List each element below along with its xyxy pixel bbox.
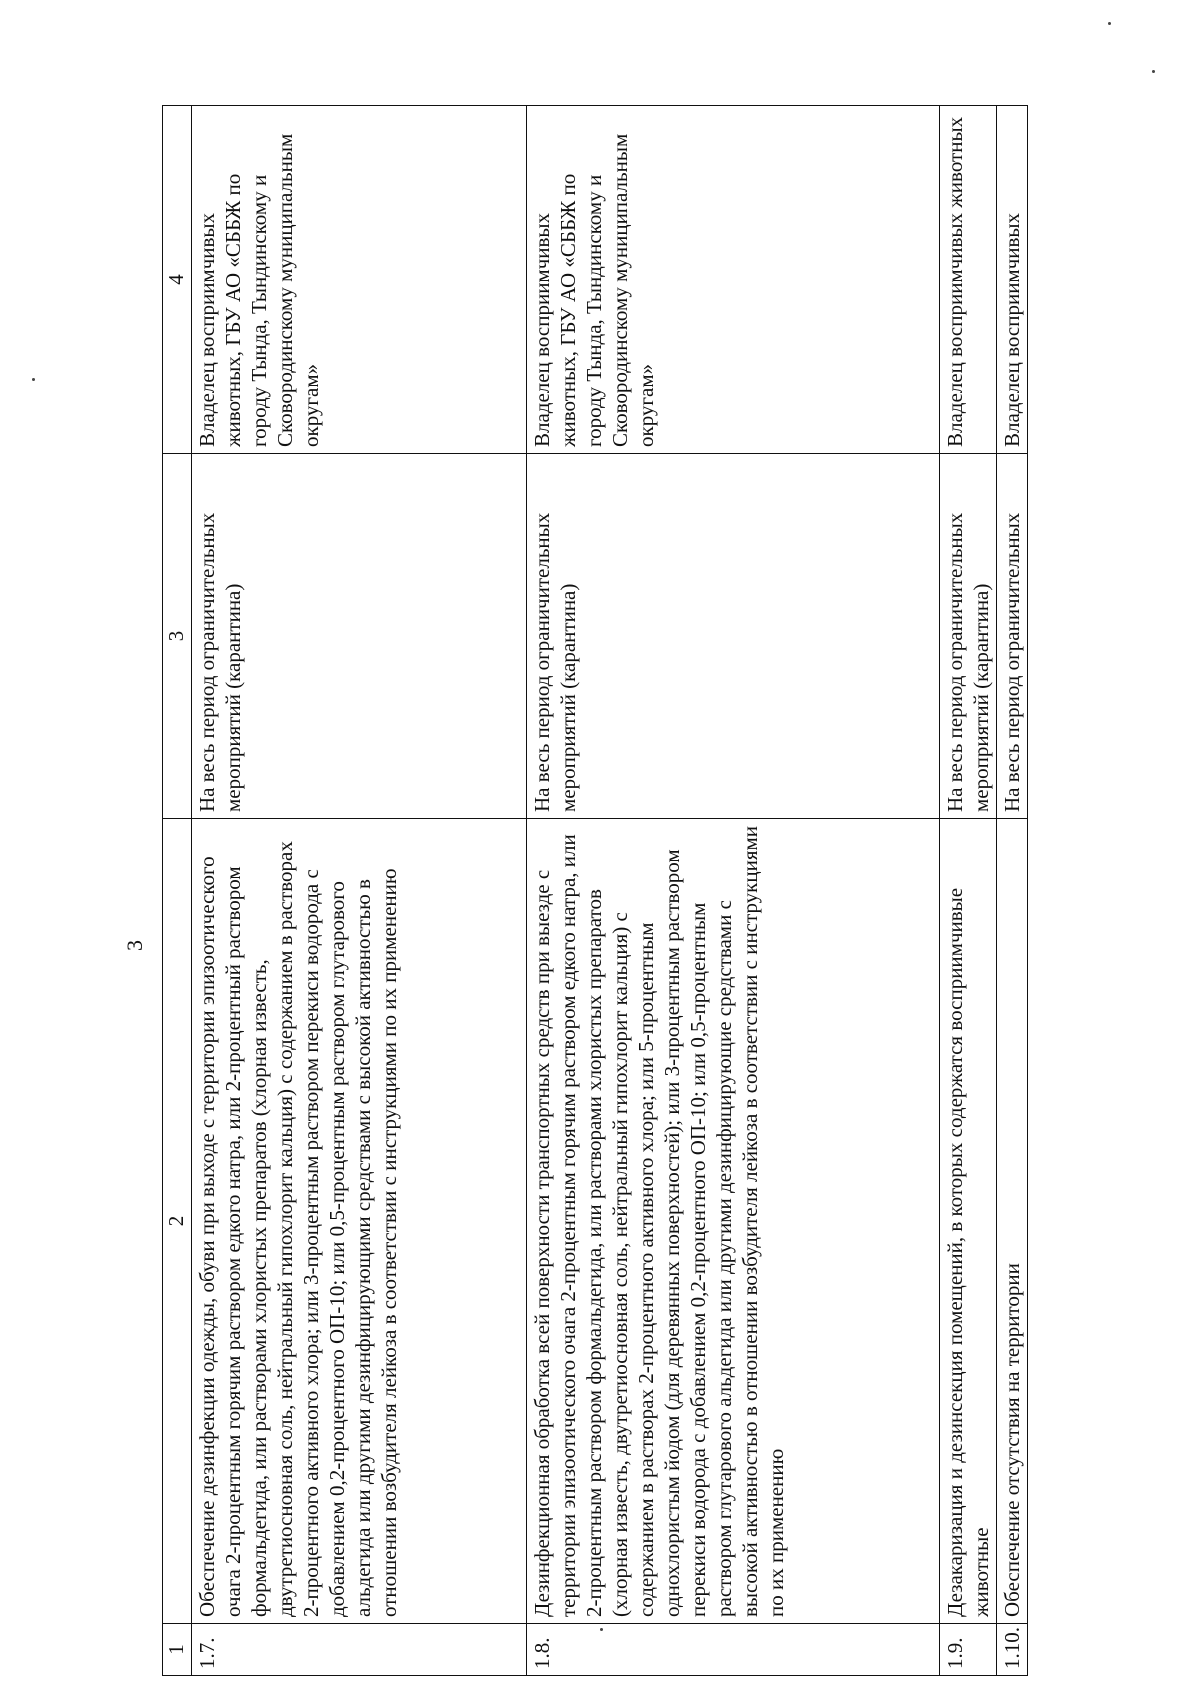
column-header-4: 4 [163,106,192,454]
table-row [192,106,527,1676]
scan-speck [1108,22,1111,25]
measure-cell: Дезинфекционная обработка всей поверхности транспортных средств при выезде с территории эпизоотического очага 2-процентным горячим раствором едкого натра, или 2-процентным раствором формальдегида, или растворами хлористых препаратов (хлорная известь, двутретиосновная соль, нейтральный гипохлорит кальция) с содержанием в растворах 2-процентного активного хлора; или 5-процентным однохлористым йодом (для деревянных поверхностей); или 3-процентным раствором перекиси водорода с добавлением 0,2-процентного ОП-10; или 0,5-процентным раствором глутарового альдегида или другими дезинфицирующие средствами с высокой активностью в отношении возбудителя лейкоза в соответствии с инструкциями по их применению [527,819,940,1624]
measure-cell: Обеспечение отсутствия на территории [997,819,1028,1624]
column-header-2: 2 [163,819,192,1624]
table-header-row [163,106,192,1676]
period-cell: На весь период ограничительных мероприятий (карантина) [527,454,940,819]
measures-table [162,105,1028,1676]
row-number: 1.7. [192,1624,527,1676]
table-row [527,106,940,1676]
responsible-cell: Владелец восприимчивых животных, ГБУ АО «СББЖ по городу Тында, Тындинскому и Сковородинскому муниципальным округам» [192,106,527,454]
scan-speck [600,1628,603,1631]
page-number: 3 [122,940,147,951]
responsible-cell: Владелец восприимчивых [997,106,1028,454]
row-number: 1.10. [997,1624,1028,1676]
measure-cell: Дезакаризация и дезинсекция помещений, в которых содержатся восприимчивые животные [940,819,997,1624]
column-header-1: 1 [163,1624,192,1676]
row-number: 1.9. [940,1624,997,1676]
period-cell: На весь период ограничительных мероприятий (карантина) [192,454,527,819]
table-row [940,106,997,1676]
responsible-cell: Владелец восприимчивых животных [940,106,997,454]
period-cell: На весь период ограничительных [997,454,1028,819]
scan-speck [32,378,35,381]
row-number: 1.8. [527,1624,940,1676]
responsible-cell: Владелец восприимчивых животных, ГБУ АО «СББЖ по городу Тында, Тындинскому и Сковородинскому муниципальным округам» [527,106,940,454]
rotated-page-content [116,106,1076,1676]
landscape-content [116,106,1076,1676]
scan-speck [1152,70,1155,73]
period-cell: На весь период ограничительных мероприятий (карантина) [940,454,997,819]
column-header-3: 3 [163,454,192,819]
table-row [997,106,1028,1676]
measure-cell: Обеспечение дезинфекции одежды, обуви при выходе с территории эпизоотического очага 2-процентным горячим раствором едкого натра, или 2-процентный раствором формальдегида, или растворами хлористых препаратов (хлорная известь, двутретиосновная соль, нейтральный гипохлорит кальция) с содержанием в растворах 2-процентного активного хлора; или 3-процентным раствором перекиси водорода с добавлением 0,2-процентного ОП-10; или 0,5-процентным раствором глутарового альдегида или другими дезинфицирующими средствами с высокой активностью в отношении возбудителя лейкоза в соответствии с инструкциями по их применению [192,819,527,1624]
